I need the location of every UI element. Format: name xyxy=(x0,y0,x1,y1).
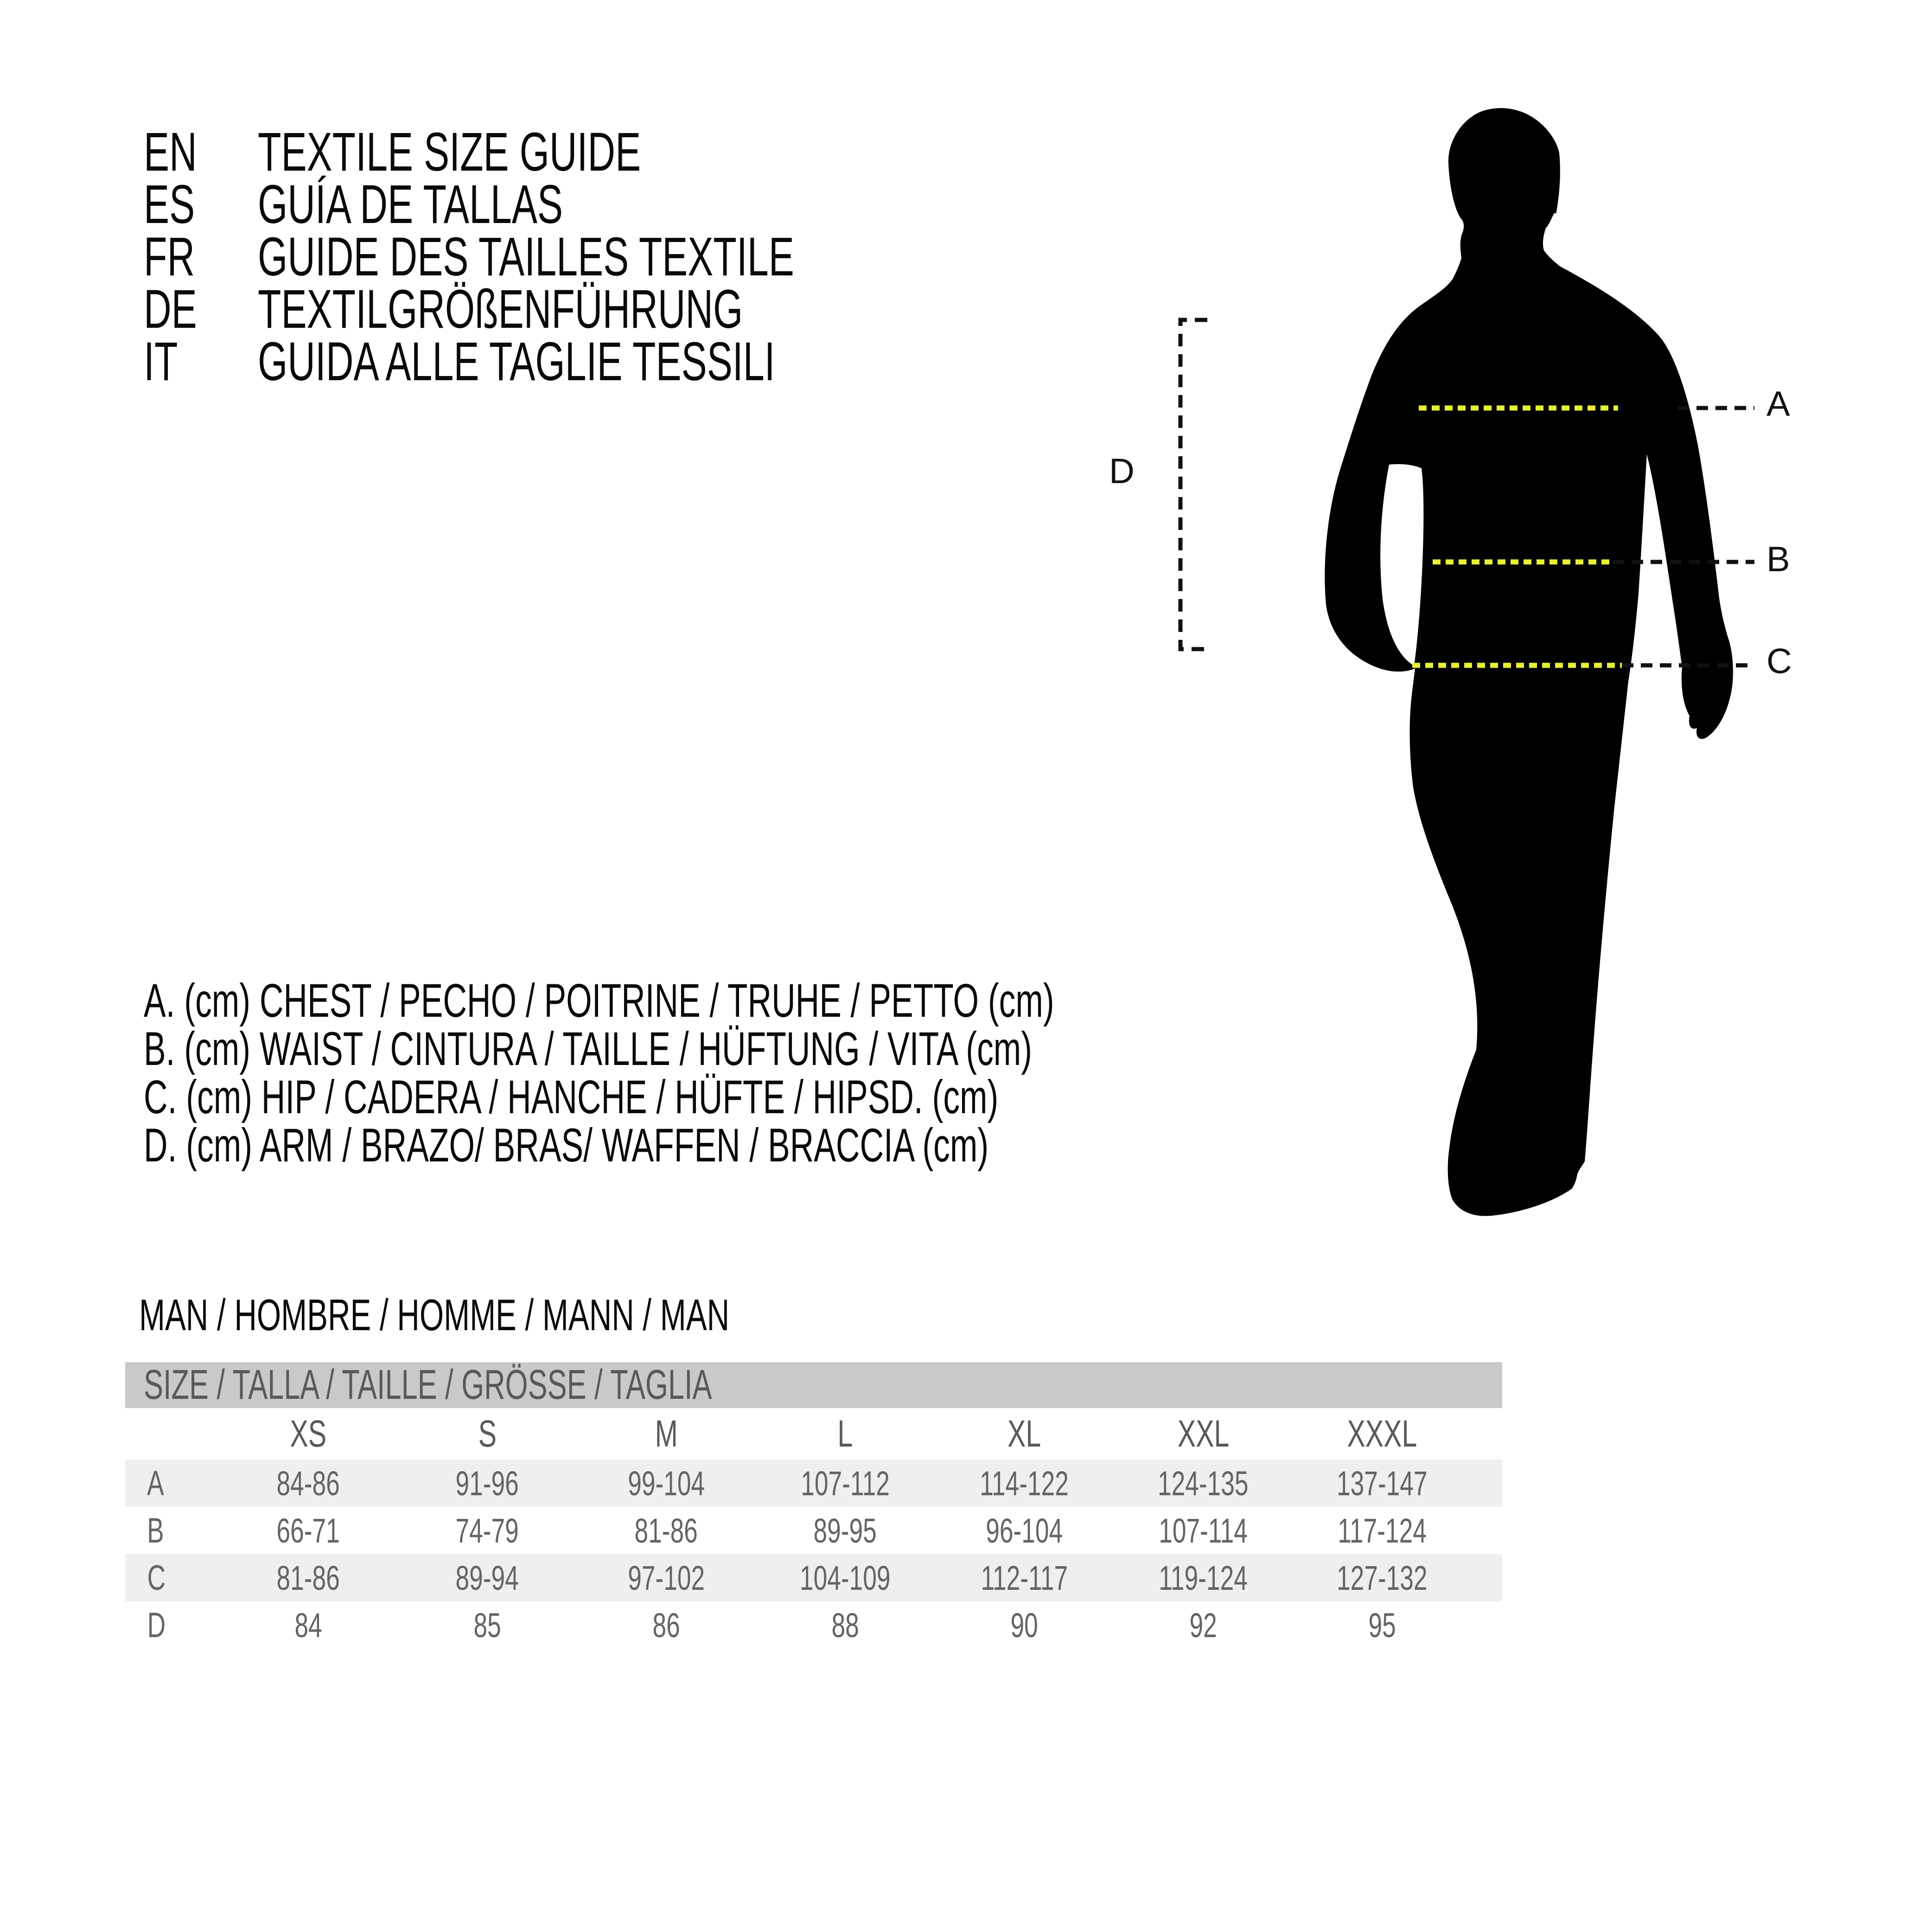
size-label-xxxl: XXXL xyxy=(1347,1412,1417,1455)
marker-d-label: D xyxy=(1109,452,1135,491)
table-cell: 86 xyxy=(652,1606,680,1645)
table-cell: 81-86 xyxy=(276,1558,340,1597)
table-cell: 89-95 xyxy=(813,1511,877,1550)
table-cell: 114-122 xyxy=(980,1464,1069,1503)
table-cell: 81-86 xyxy=(634,1511,698,1550)
table-cell: 66-71 xyxy=(276,1511,340,1550)
table-cell: 88 xyxy=(831,1606,859,1645)
size-label-xl: XL xyxy=(1007,1412,1041,1455)
language-code: FR xyxy=(144,226,195,287)
size-table xyxy=(125,1362,1502,1649)
size-label-m: M xyxy=(655,1412,678,1455)
size-label-l: L xyxy=(837,1412,853,1455)
table-cell: 96-104 xyxy=(986,1511,1063,1550)
guide-title: GUIDA ALLE TAGLIE TESSILI xyxy=(258,331,775,392)
guide-title: TEXTILGRÖßENFÜHRUNG xyxy=(258,279,743,340)
legend-line-waist: B. (cm) WAIST / CINTURA / TAILLE / HÜFTUNG / VITA (cm) xyxy=(144,1022,1033,1075)
table-cell: 124-135 xyxy=(1158,1464,1249,1503)
table-cell: 85 xyxy=(473,1606,501,1645)
table-cell: 107-114 xyxy=(1159,1511,1248,1550)
size-label-s: S xyxy=(478,1412,497,1455)
table-row-waist xyxy=(125,1507,1502,1554)
table-row-chest xyxy=(125,1460,1502,1507)
marker-b-label: B xyxy=(1766,540,1790,579)
row-label: B xyxy=(147,1511,164,1550)
size-table-header-label: SIZE / TALLA / TAILLE / GRÖSSE / TAGLIA xyxy=(144,1362,712,1408)
size-table-header-bar xyxy=(125,1362,1502,1408)
row-label: A xyxy=(147,1463,164,1503)
table-cell: 107-112 xyxy=(801,1464,890,1503)
row-label: D xyxy=(147,1605,166,1645)
guide-title: TEXTILE SIZE GUIDE xyxy=(258,121,641,183)
table-cell: 137-147 xyxy=(1337,1464,1428,1503)
guide-title: GUÍA DE TALLAS xyxy=(258,174,563,235)
table-row-arm xyxy=(125,1601,1502,1649)
table-cell: 104-109 xyxy=(800,1558,891,1597)
table-cell: 119-124 xyxy=(1159,1558,1248,1597)
table-cell: 97-102 xyxy=(628,1558,705,1597)
measurement-legend xyxy=(144,974,1444,1172)
table-cell: 95 xyxy=(1368,1606,1396,1645)
arm-length-bracket xyxy=(1180,320,1207,649)
table-cell: 89-94 xyxy=(455,1558,519,1597)
table-cell: 91-96 xyxy=(455,1464,519,1503)
language-code: ES xyxy=(144,174,195,235)
table-cell: 99-104 xyxy=(628,1464,705,1503)
marker-a-label: A xyxy=(1766,384,1790,424)
language-code: IT xyxy=(144,331,178,392)
size-labels-row xyxy=(125,1408,1502,1460)
legend-line-hip: C. (cm) HIP / CADERA / HANCHE / HÜFTE / HIPSD. (cm) xyxy=(144,1071,999,1123)
table-cell: 117-124 xyxy=(1338,1511,1427,1550)
table-cell: 74-79 xyxy=(455,1511,519,1550)
table-cell: 92 xyxy=(1189,1606,1217,1645)
table-cell: 112-117 xyxy=(981,1558,1068,1597)
table-cell: 84-86 xyxy=(276,1464,340,1503)
legend-line-arm: D. (cm) ARM / BRAZO/ BRAS/ WAFFEN / BRACCIA (cm) xyxy=(144,1119,989,1172)
marker-c-label: C xyxy=(1766,642,1792,681)
row-label: C xyxy=(147,1558,166,1598)
size-label-xs: XS xyxy=(290,1412,327,1455)
table-row-hip xyxy=(125,1554,1502,1601)
legend-line-chest: A. (cm) CHEST / PECHO / POITRINE / TRUHE / PETTO (cm) xyxy=(144,974,1054,1027)
table-cell: 127-132 xyxy=(1337,1558,1428,1597)
guide-title: GUIDE DES TAILLES TEXTILE xyxy=(258,226,794,287)
section-heading-man: MAN / HOMBRE / HOMME / MANN / MAN xyxy=(139,1290,730,1340)
table-cell: 90 xyxy=(1010,1606,1038,1645)
language-code: EN xyxy=(144,121,197,183)
size-label-xxl: XXL xyxy=(1177,1412,1229,1455)
language-code: DE xyxy=(144,279,197,340)
table-cell: 84 xyxy=(294,1606,322,1645)
